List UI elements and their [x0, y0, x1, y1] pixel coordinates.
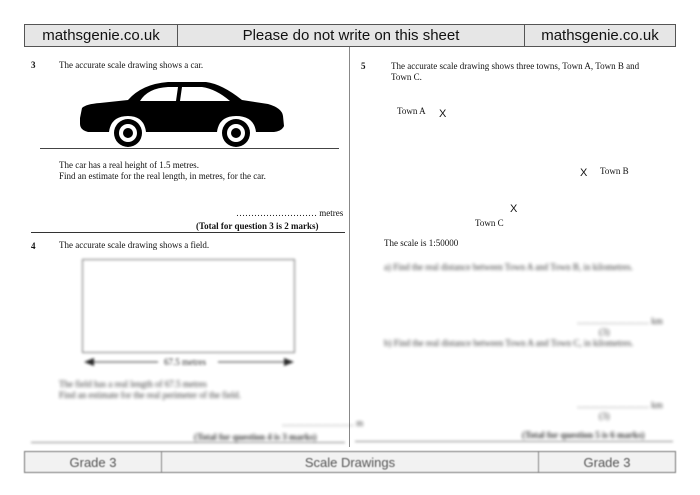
header-bar — [24, 24, 676, 47]
q3-number: 3 — [31, 60, 36, 70]
footer-bar — [24, 451, 676, 473]
q3-line2: Find an estimate for the real length, in metres, for the car. — [59, 171, 266, 181]
q3-total: (Total for question 3 is 2 marks) — [196, 221, 319, 231]
town-b-label: Town B — [600, 166, 629, 176]
town-b-marker: X — [580, 167, 588, 179]
town-a-label: Town A — [397, 106, 426, 116]
q5-prompt-line2: Town C. — [391, 72, 422, 82]
town-c-marker: X — [510, 203, 518, 215]
header-left-site: mathsgenie.co.uk — [25, 25, 178, 46]
q4-line2: Find an estimate for the real perimeter of the field. — [59, 390, 241, 400]
q5-prompt-line1: The accurate scale drawing shows three towns, Town A, Town B and — [391, 61, 640, 71]
q5-part-b: b) Find the real distance between Town A and Town C, in kilometres. — [384, 338, 634, 348]
field-rectangle — [82, 259, 295, 353]
q3-line1: The car has a real height of 1.5 metres. — [59, 160, 199, 170]
q4-prompt: The accurate scale drawing shows a field. — [59, 240, 210, 250]
q5-separator — [355, 441, 673, 442]
header-right-site: mathsgenie.co.uk — [524, 25, 675, 46]
q5-number: 5 — [361, 61, 366, 71]
q5-marks-b: (3) — [599, 411, 610, 421]
footer-right-grade: Grade 3 — [538, 452, 675, 472]
car-ground-line — [40, 148, 339, 149]
q3-separator — [31, 232, 345, 233]
q4-total: (Total for question 4 is 3 marks) — [194, 432, 317, 442]
footer-left-grade: Grade 3 — [25, 452, 162, 472]
q3-prompt: The accurate scale drawing shows a car. — [59, 60, 204, 70]
q5-total: (Total for question 5 is 6 marks) — [522, 430, 645, 440]
town-a-marker: X — [439, 108, 447, 120]
q4-separator — [31, 442, 345, 443]
footer-topic: Scale Drawings — [304, 454, 396, 470]
q4-number: 4 — [31, 241, 36, 251]
q5-marks-a: (3) — [599, 327, 610, 337]
header-title: Please do not write on this sheet — [242, 27, 460, 44]
q5-part-a: a) Find the real distance between Town A and Town B, in kilometres. — [384, 262, 633, 272]
q4-answer-line: …………………… m — [282, 418, 364, 428]
q3-answer-line: ……………………… metres — [236, 208, 344, 218]
q5-answer-a: …………………… km — [577, 316, 663, 326]
q4-line1: The field has a real length of 67.5 metres — [59, 379, 207, 389]
car-silhouette — [76, 78, 288, 148]
q5-scale: The scale is 1:50000 — [384, 238, 459, 248]
column-divider — [349, 47, 350, 447]
q5-answer-b: …………………… km — [577, 400, 663, 410]
town-c-label: Town C — [475, 218, 504, 228]
field-dimension-label: 67.5 metres — [164, 357, 206, 367]
